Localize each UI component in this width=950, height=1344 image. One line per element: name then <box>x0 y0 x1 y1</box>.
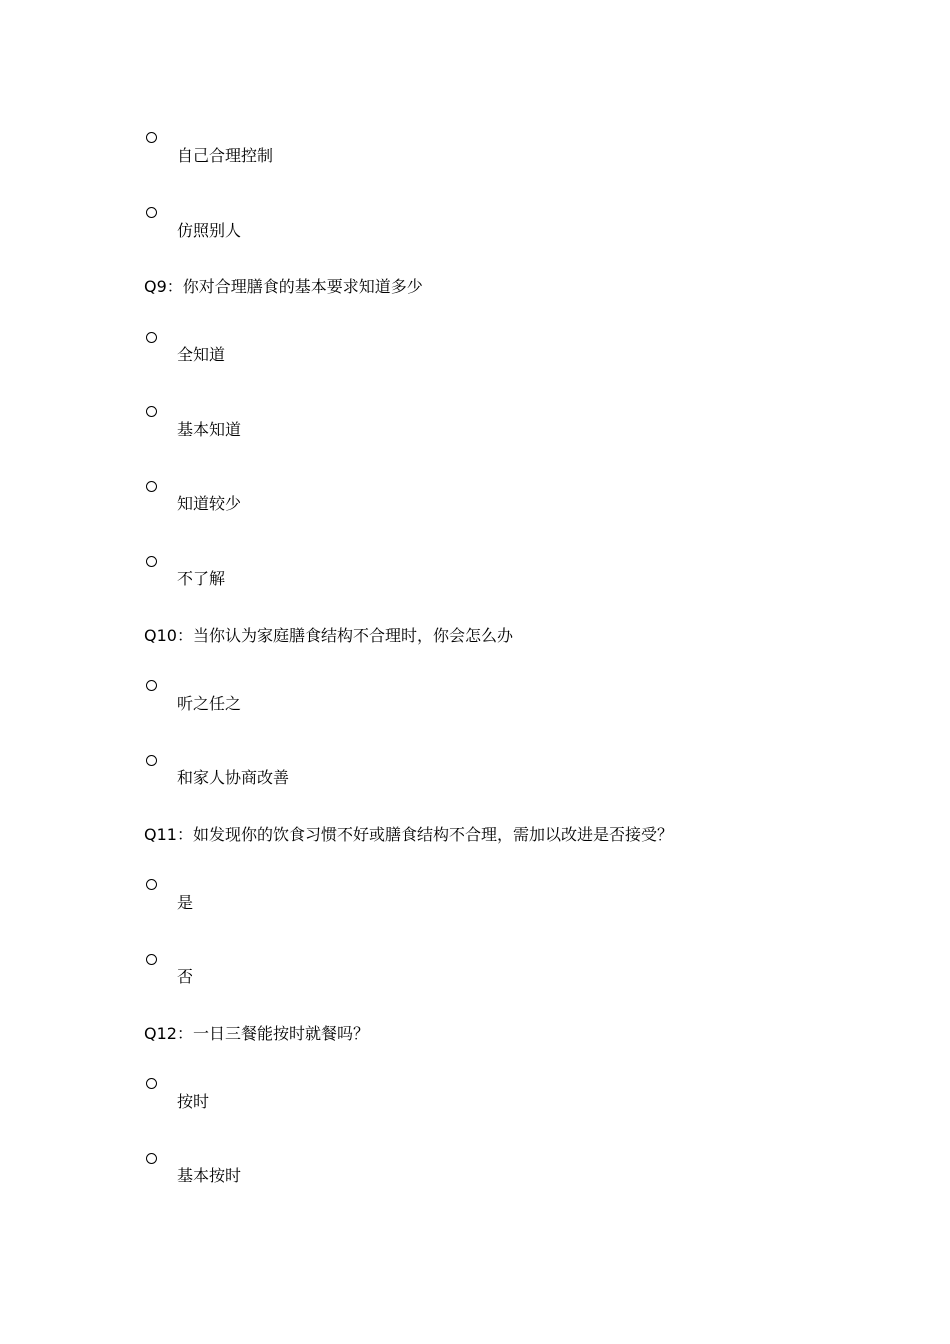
radio-button[interactable] <box>146 680 157 691</box>
option-label: 基本知道 <box>177 420 242 439</box>
option-label: 自己合理控制 <box>177 146 274 165</box>
radio-button[interactable] <box>146 132 157 143</box>
option-label: 否 <box>177 967 194 986</box>
radio-button[interactable] <box>146 207 157 218</box>
radio-button[interactable] <box>146 1078 157 1089</box>
option-label: 仿照别人 <box>177 221 242 240</box>
radio-button[interactable] <box>146 332 157 343</box>
option-label: 是 <box>177 893 194 912</box>
option-label: 不了解 <box>177 569 226 588</box>
radio-button[interactable] <box>146 406 157 417</box>
radio-button[interactable] <box>146 556 157 567</box>
radio-button[interactable] <box>146 1153 157 1164</box>
question-title: Q10：当你认为家庭膳食结构不合理时，你会怎么办 <box>144 626 513 645</box>
option-label: 基本按时 <box>177 1166 242 1185</box>
question-title: Q12：一日三餐能按时就餐吗？ <box>144 1024 369 1043</box>
question-title: Q9：你对合理膳食的基本要求知道多少 <box>144 277 423 296</box>
radio-button[interactable] <box>146 481 157 492</box>
option-label: 听之任之 <box>177 694 242 713</box>
question-title: Q11：如发现你的饮食习惯不好或膳食结构不合理，需加以改进是否接受？ <box>144 825 673 844</box>
radio-button[interactable] <box>146 755 157 766</box>
radio-button[interactable] <box>146 954 157 965</box>
option-label: 和家人协商改善 <box>177 768 290 787</box>
option-label: 全知道 <box>177 345 226 364</box>
option-label: 知道较少 <box>177 494 242 513</box>
radio-button[interactable] <box>146 879 157 890</box>
option-label: 按时 <box>177 1092 210 1111</box>
